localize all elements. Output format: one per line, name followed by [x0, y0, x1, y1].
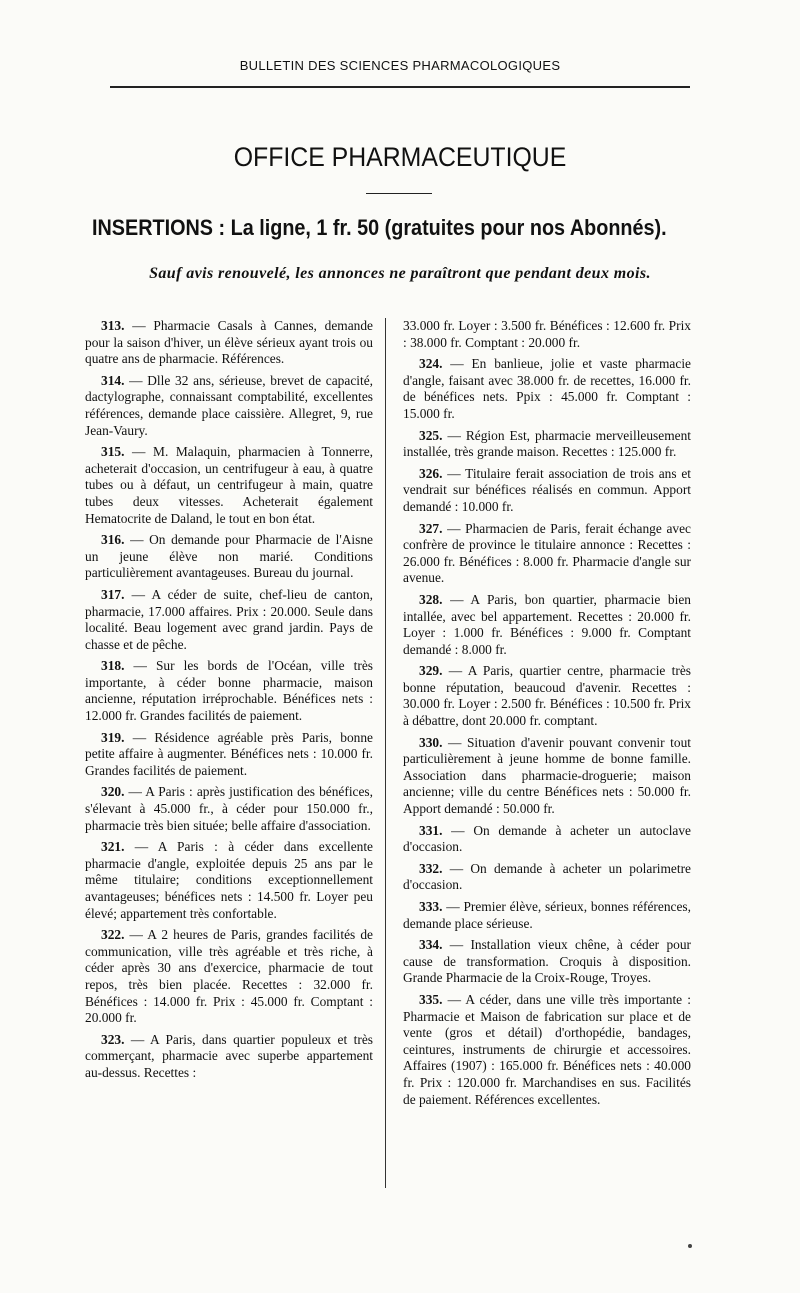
ad-text: On demande à acheter un autoclave d'occasion. [403, 822, 691, 855]
ad-number: 327. [419, 520, 443, 536]
ad-text: Pharmacien de Paris, ferait échange avec confrère de province le titulaire annonce : Recettes : 26.000 fr. Bénéfices : 8.000 fr. Pharmacie d'angle sur avenue. [403, 520, 692, 586]
classified-ad: 332. — On demande à acheter un polarimetre d'occasion. [403, 860, 691, 893]
header-rule [110, 86, 690, 88]
classified-ad: 327. — Pharmacien de Paris, ferait échange avec confrère de province le titulaire annonce : Recettes : 26.000 fr. Bénéfices : 8.000 fr. Pharmacie d'angle sur avenue. [403, 520, 692, 586]
left-column [85, 318, 373, 1087]
ad-number: 329. [419, 663, 443, 679]
classified-ad: 334. — Installation vieux chêne, à céder pour cause de transformation. Croquis à disposition. Grande Pharmacie de la Croix-Rouge, Troyes. [403, 937, 691, 986]
page-title: OFFICE PHARMACEUTIQUE [233, 142, 567, 172]
ad-text: A Paris, dans quartier populeux et très commerçant, pharmacie avec superbe appartement au-dessus. Recettes : [85, 1031, 373, 1080]
ad-number: 318. [101, 658, 125, 674]
ad-number: 332. [419, 860, 443, 876]
ad-number: 320. [101, 784, 125, 800]
ad-number: 315. [101, 444, 125, 460]
ad-text: A Paris : à céder dans excellente pharmacie d'angle, exploitée depuis 25 ans par le même titulaire; conditions exceptionnellement avantageuses; bénéfices nets : 14.500 fr. Loyer peu élevé; appartement très confortable. [85, 839, 373, 921]
ad-text: Pharmacie Casals à Cannes, demande pour la saison d'hiver, un élève sérieux ayant trois ou quatre ans de pharmacie. Références. [85, 318, 374, 367]
ad-text: En banlieue, jolie et vaste pharmacie d'angle, faisant avec 38.000 fr. de recettes, 16.000 fr. de bénéfices nets. Ppix : 45.000 fr. Comptant : 15.000 fr. [403, 356, 691, 421]
ad-number: 331. [419, 822, 443, 838]
ad-text: A 2 heures de Paris, grandes facilités de communication, ville très agréable et très riche, à céder après 30 ans d'exercice, pharmacie de tout repos, très bien placée. Recettes : 32.000 fr. Bénéfices : 14.000 fr. Prix : 45.000 fr. Comptant : 20.000 fr. [85, 927, 373, 1026]
classified-ad: 322. — A 2 heures de Paris, grandes facilités de communication, ville très agréable et très riche, à céder après 30 ans d'exercice, pharmacie de tout repos, très bien placée. Recettes : 32.000 fr. Bénéfices : 14.000 fr. Prix : 45.000 fr. Comptant : 20.000 fr. [85, 927, 373, 1026]
ad-text: 33.000 fr. Loyer : 3.500 fr. Bénéfices : 12.600 fr. Prix : 38.000 fr. Comptant : 20.000 fr. [403, 318, 691, 350]
classified-ad: 319. — Résidence agréable près Paris, bonne petite affaire à augmenter. Bénéfices nets : 10.000 fr. Grandes facilités de paiement. [85, 729, 373, 778]
notice-text: Sauf avis renouvelé, les annonces ne paraîtront que pendant deux mois. [149, 265, 651, 282]
ad-text: Installation vieux chêne, à céder pour cause de transformation. Croquis à disposition. Grande Pharmacie de la Croix-Rouge, Troyes. [403, 937, 691, 986]
ad-number: 335. [419, 991, 443, 1007]
ad-number: 333. [419, 899, 443, 914]
ad-number: 314. [101, 372, 125, 388]
ad-number: 322. [101, 927, 125, 943]
classified-ad: 314. — Dlle 32 ans, sérieuse, brevet de capacité, dactylographe, connaissant comptabilité, excellentes références, demande place caissière. Allegret, 9, rue Jean-Vaury. [85, 372, 373, 438]
classified-ad: 320. — A Paris : après justification des bénéfices, s'élevant à 45.000 fr., à céder pour 150.000 fr., pharmacie très bien située; belle affaire d'association. [85, 784, 373, 833]
classified-ad: 317. — A céder de suite, chef-lieu de canton, pharmacie, 17.000 affaires. Prix : 20.000. Seule dans localité. Beau logement avec grand jardin. Pays de chasse et de pêche. [85, 586, 373, 652]
ad-text: M. Malaquin, pharmacien à Tonnerre, acheterait d'occasion, un centrifugeur à eau, à quatre tubes ou à défaut, un centrifugeur à main, quatre tubes deux vitesses. Acheterait également Hematocrite de Daland, le tout en bon état. [85, 444, 373, 526]
classified-ad: 335. — A céder, dans une ville très importante : Pharmacie et Maison de fabrication sur place et de vente (gros et détail) d'orthopédie, bandages, ceintures, instruments de chirurgie et accessoires. Affaires (1907) : 165.000 fr. Bénéfices nets : 40.000 fr. Prix : 120.000 fr. Marchandises en sus. Facilités de paiement. Références excellentes. [403, 991, 691, 1107]
ad-text: On demande pour Pharmacie de l'Aisne un jeune élève non marié. Conditions particulièrement avantageuses. Bureau du journal. [85, 532, 373, 581]
classified-ad: 316. — On demande pour Pharmacie de l'Aisne un jeune élève non marié. Conditions particulièrement avantageuses. Bureau du journal. [85, 532, 373, 581]
ad-number: 324. [419, 356, 443, 372]
ad-text: Situation d'avenir pouvant convenir tout particulièrement à jeune homme de bonne famille. Association dans pharmacie-droguerie; maison ancienne; ville du centre Bénéfices nets : 50.000 fr. Apport demandé : 50.000 fr. [403, 734, 691, 817]
classified-ad: 324. — En banlieue, jolie et vaste pharmacie d'angle, faisant avec 38.000 fr. de recettes, 16.000 fr. de bénéfices nets. Ppix : 45.000 fr. Comptant : 15.000 fr. [403, 356, 691, 421]
ad-number: 325. [419, 427, 443, 443]
ad-text: A céder, dans une ville très importante : Pharmacie et Maison de fabrication sur place et de vente (gros et détail) d'orthopédie, bandages, ceintures, instruments de chirurgie et accessoires. Affaires (1907) : 165.000 fr. Bénéfices nets : 40.000 fr. Prix : 120.000 fr. Marchandises en sus. Facilités de paiement. Références excellentes. [403, 991, 691, 1107]
ad-text: A céder de suite, chef-lieu de canton, pharmacie, 17.000 affaires. Prix : 20.000. Seule dans localité. Beau logement avec grand jardin. Pays de chasse et de pêche. [85, 586, 373, 652]
classified-ad: 329. — A Paris, quartier centre, pharmacie très bonne réputation, beaucoud d'avenir. Recettes : 30.000 fr. Loyer : 2.500 fr. Bénéfices : 10.500 fr. Prix à débattre, dont 20.000 fr. comptant. [403, 663, 691, 729]
classified-ad: 330. — Situation d'avenir pouvant convenir tout particulièrement à jeune homme de bonne famille. Association dans pharmacie-droguerie; maison ancienne; ville du centre Bénéfices nets : 50.000 fr. Apport demandé : 50.000 fr. [403, 734, 691, 817]
right-column [403, 318, 691, 1113]
ad-text: Premier élève, sérieux, bonnes références, demande place sérieuse. [403, 899, 691, 931]
ad-number: 313. [101, 318, 125, 333]
ad-number: 316. [101, 532, 125, 548]
ad-number: 321. [101, 839, 125, 855]
classified-ad: 325. — Région Est, pharmacie merveilleusement installée, très grande maison. Recettes : 125.000 fr. [403, 427, 691, 460]
ad-number: 328. [419, 591, 443, 607]
classified-ad: 318. — Sur les bords de l'Océan, ville très importante, à céder bonne pharmacie, maison ancienne, réputation irréprochable. Bénéfices nets : 12.000 fr. Grandes facilités de paiement. [85, 658, 373, 724]
ink-dot [688, 1244, 692, 1248]
ad-number: 330. [419, 734, 443, 750]
ad-text: A Paris, quartier centre, pharmacie très bonne réputation, beaucoud d'avenir. Recettes : 30.000 fr. Loyer : 2.500 fr. Bénéfices : 10.500 fr. Prix à débattre, dont 20.000 fr. comptant. [403, 663, 691, 729]
classified-ad [403, 318, 691, 351]
classified-ad: 328. — A Paris, bon quartier, pharmacie bien intallée, avec bel appartement. Recettes : 20.000 fr. Loyer : 1.000 fr. Bénéfices : 9.000 fr. Comptant demandé : 8.000 fr. [403, 591, 691, 657]
column-divider [385, 318, 386, 1188]
ad-text: Résidence agréable près Paris, bonne petite affaire à augmenter. Bénéfices nets : 10.000 fr. Grandes facilités de paiement. [85, 729, 373, 778]
running-head: BULLETIN DES SCIENCES PHARMACOLOGIQUES [239, 58, 561, 73]
ad-number: 317. [101, 586, 125, 602]
classified-ad: 313. — Pharmacie Casals à Cannes, demande pour la saison d'hiver, un élève sérieux ayant trois ou quatre ans de pharmacie. Références. [85, 318, 374, 367]
ad-number: 319. [101, 729, 125, 745]
title-rule [366, 193, 432, 194]
ad-text: Sur les bords de l'Océan, ville très importante, à céder bonne pharmacie, maison ancienne, réputation irréprochable. Bénéfices nets : 12.000 fr. Grandes facilités de paiement. [85, 658, 373, 724]
ad-text: A Paris, bon quartier, pharmacie bien intallée, avec bel appartement. Recettes : 20.000 fr. Loyer : 1.000 fr. Bénéfices : 9.000 fr. Comptant demandé : 8.000 fr. [403, 591, 691, 657]
classified-ad: 333. — Premier élève, sérieux, bonnes références, demande place sérieuse. [403, 899, 691, 931]
insertions-line: INSERTIONS : La ligne, 1 fr. 50 (gratuites pour nos Abonnés). [92, 215, 667, 240]
ad-text: Titulaire ferait association de trois ans et vendrait sur bénéfices réalisés en commun. Apport demandé : 10.000 fr. [403, 465, 691, 514]
classified-ad: 321. — A Paris : à céder dans excellente pharmacie d'angle, exploitée depuis 25 ans par le même titulaire; conditions exceptionnellement avantageuses; bénéfices nets : 14.500 fr. Loyer peu élevé; appartement très confortable. [85, 839, 373, 921]
classified-ad: 323. — A Paris, dans quartier populeux et très commerçant, pharmacie avec superbe appartement au-dessus. Recettes : [85, 1031, 373, 1080]
ad-text: A Paris : après justification des bénéfices, s'élevant à 45.000 fr., à céder pour 150.000 fr., pharmacie très bien située; belle affaire d'association. [85, 784, 373, 833]
ad-number: 334. [419, 937, 443, 953]
classified-ad: 331. — On demande à acheter un autoclave d'occasion. [403, 822, 691, 855]
ad-text: Région Est, pharmacie merveilleusement installée, très grande maison. Recettes : 125.000 fr. [403, 427, 691, 460]
ad-number: 323. [101, 1031, 125, 1047]
ad-text: Dlle 32 ans, sérieuse, brevet de capacité, dactylographe, connaissant comptabilité, excellentes références, demande place caissière. Allegret, 9, rue Jean-Vaury. [85, 372, 373, 438]
classified-ad: 326. — Titulaire ferait association de trois ans et vendrait sur bénéfices réalisés en commun. Apport demandé : 10.000 fr. [403, 465, 691, 514]
ad-number: 326. [419, 465, 443, 481]
ad-text: On demande à acheter un polarimetre d'occasion. [403, 860, 691, 893]
classified-ad: 315. — M. Malaquin, pharmacien à Tonnerre, acheterait d'occasion, un centrifugeur à eau, à quatre tubes ou à défaut, un centrifugeur à main, quatre tubes deux vitesses. Acheterait également Hematocrite de Daland, le tout en bon état. [85, 444, 373, 526]
